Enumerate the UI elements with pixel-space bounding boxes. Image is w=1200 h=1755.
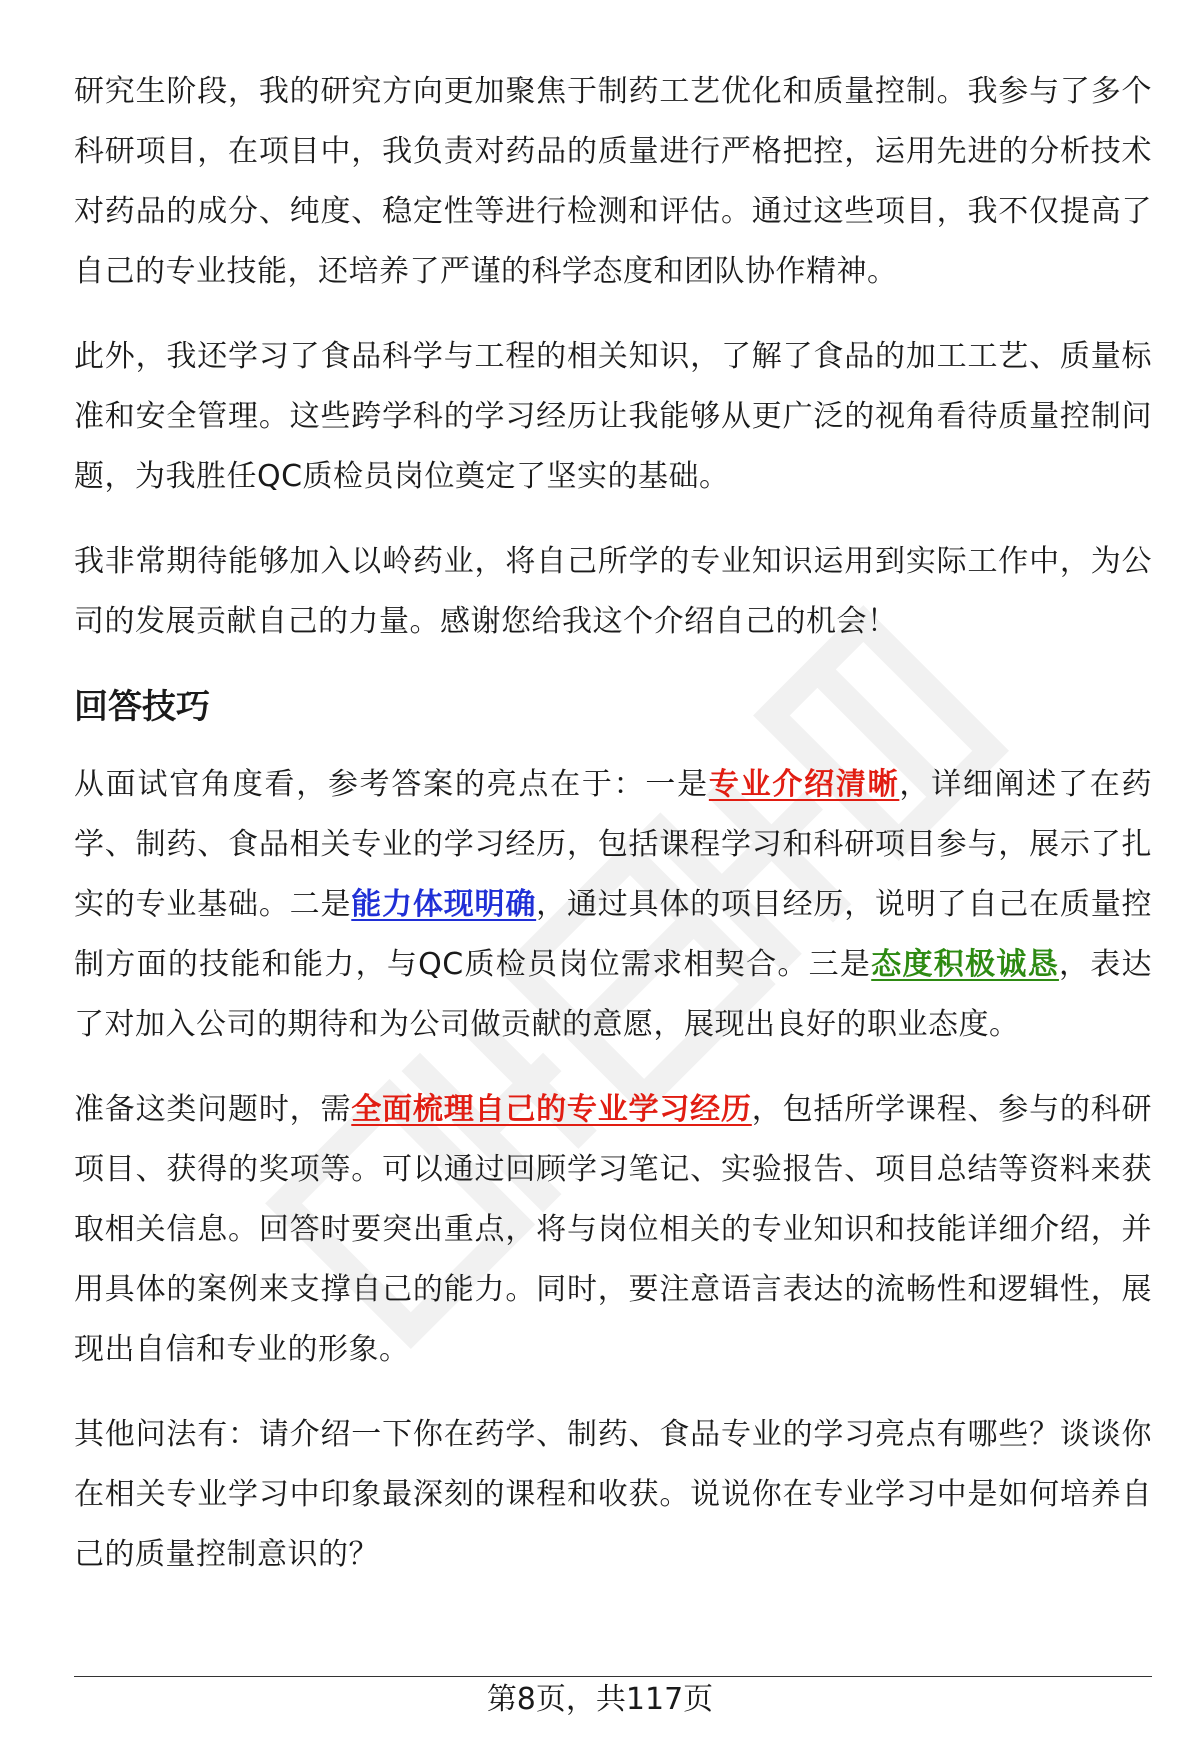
- highlight-ability-clear: 能力体现明确: [351, 887, 537, 922]
- tips-paragraph-other-questions: 其他问法有：请介绍一下你在药学、制药、食品专业的学习亮点有哪些？谈谈你在相关专业学习中印象最深刻的课程和收获。说说你在专业学习中是如何培养自己的质量控制意识的？: [74, 1417, 1152, 1572]
- footer-divider: [74, 1676, 1152, 1677]
- document-body: [74, 62, 1152, 1585]
- section-heading-answer-tips: 回答技巧: [74, 687, 210, 727]
- tips-text: ，详细阐述了在药学、制药、食品相关专业的学习经历，包括课程学习和科研项目参与，展示了扎实的专业基础。二是: [74, 767, 1153, 922]
- tips-paragraph-highlights: [74, 755, 1152, 1055]
- highlight-professional-intro: 专业介绍清晰: [708, 767, 900, 802]
- tips-paragraph-preparation: [74, 1080, 1152, 1380]
- tips-text: ，通过具体的项目经历，说明了自己在质量控制方面的技能和能力，与QC质检员岗位需求相契合。三是: [74, 887, 1153, 982]
- tips-text: 从面试官角度看，参考答案的亮点在于：一是: [74, 767, 709, 802]
- intro-paragraph-food-science: 此外，我还学习了食品科学与工程的相关知识，了解了食品的加工工艺、质量标准和安全管理。这些跨学科的学习经历让我能够从更广泛的视角看待质量控制问题，为我胜任QC质检员岗位奠定了坚实的基础。: [74, 339, 1152, 494]
- intro-paragraph-closing: 我非常期待能够加入以岭药业，将自己所学的专业知识运用到实际工作中，为公司的发展贡献自己的力量。感谢您给我这个介绍自己的机会！: [74, 544, 1152, 639]
- tips-text: ，包括所学课程、参与的科研项目、获得的奖项等。可以通过回顾学习笔记、实验报告、项目总结等资料来获取相关信息。回答时要突出重点，将与岗位相关的专业知识和技能详细介绍，并用具体的案例来支撑自己的能力。同时，要注意语言表达的流畅性和逻辑性，展现出自信和专业的形象。: [74, 1092, 1153, 1367]
- tips-text: ，表达了对加入公司的期待和为公司做贡献的意愿，展现出良好的职业态度。: [74, 947, 1153, 1042]
- highlight-attitude-positive: 态度积极诚恳: [871, 947, 1059, 982]
- tips-text: 准备这类问题时，需: [74, 1092, 352, 1127]
- highlight-review-experience: 全面梳理自己的专业学习经历: [351, 1092, 752, 1127]
- intro-paragraph-research: 研究生阶段，我的研究方向更加聚焦于制药工艺优化和质量控制。我参与了多个科研项目，在项目中，我负责对药品的质量进行严格把控，运用先进的分析技术对药品的成分、纯度、稳定性等进行检测和评估。通过这些项目，我不仅提高了自己的专业技能，还培养了严谨的科学态度和团队协作精神。: [74, 74, 1152, 289]
- page-number: 第8页，共117页: [486, 1682, 714, 1717]
